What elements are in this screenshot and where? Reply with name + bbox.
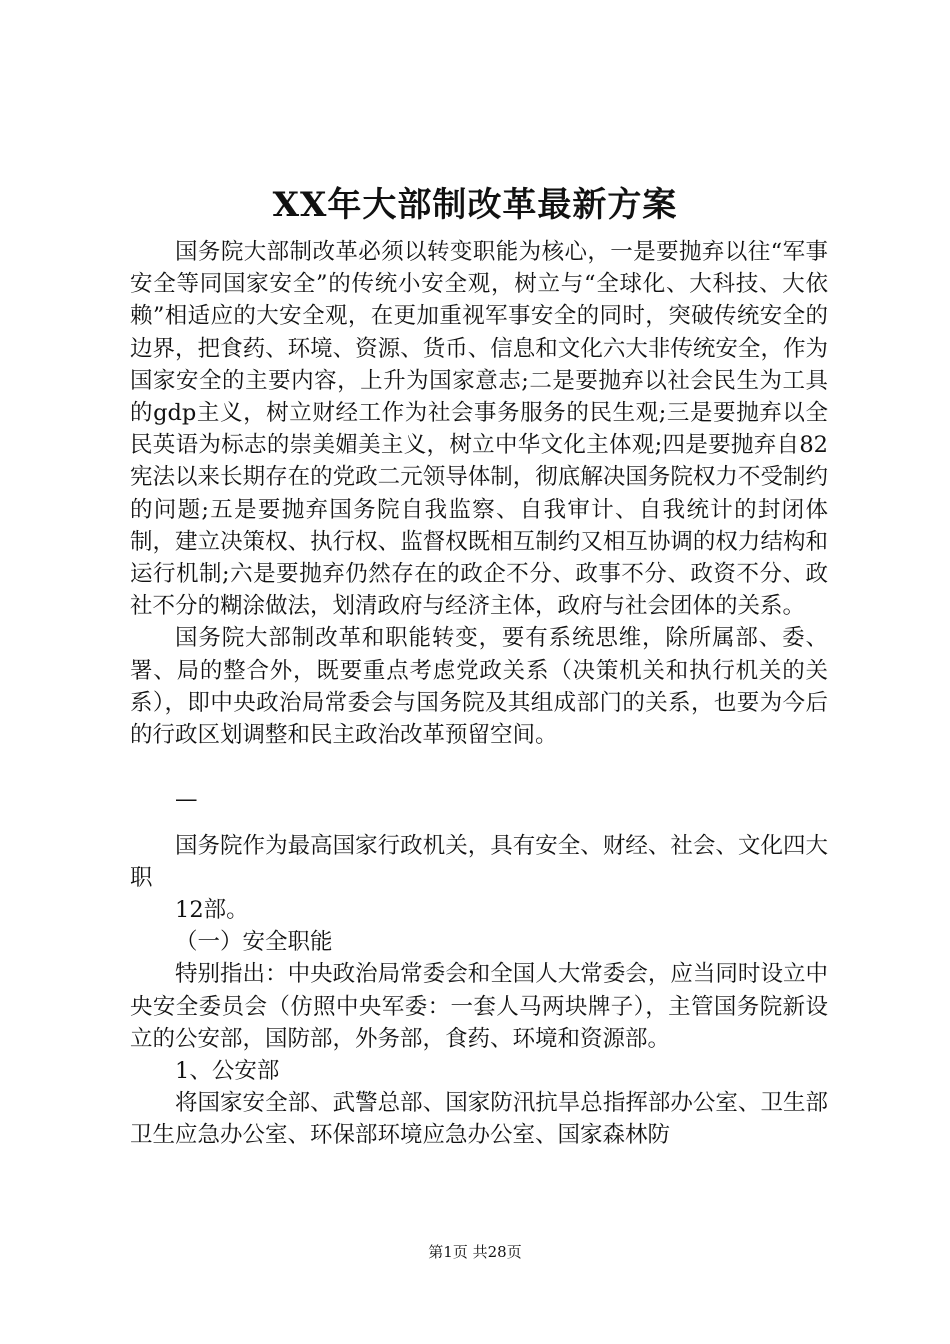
- heading-security-function: （一）安全职能: [175, 929, 333, 956]
- document-body: [130, 236, 828, 1152]
- paragraph-public-security-merge: 将国家安全部、武警总部、国家防汛抗旱总指挥部办公室、卫生部卫生应急办公室、环保部环境应急办公室、国家森林防: [130, 1090, 828, 1149]
- paragraph-four-functions: 国务院作为最高国家行政机关，具有安全、财经、社会、文化四大职: [130, 832, 828, 891]
- paragraph-reform-core: 国务院大部制改革必须以转变职能为核心，一是要抛弃以往“军事安全等同国家安全”的传统小安全观，树立与“全球化、大科技、大依赖”相适应的大安全观，在更加重视军事安全的同时，突破传统安全的边界，把食药、环境、资源、货币、信息和文化六大非传统安全，作为国家安全的主要内容，上升为国家意志;二是要抛弃以社会民生为工具的gdp主义，树立财经工作为社会事务服务的民生观;三是要抛弃以全民英语为标志的崇美媚美主义，树立中华文化主体观;四是要抛弃自82宪法以来长期存在的党政二元领导体制，彻底解决国务院权力不受制约的问题;五是要抛弃国务院自我监察、自我审计、自我统计的封闭体制，建立决策权、执行权、监督权既相互制约又相互协调的权力结构和运行机制;六是要抛弃仍然存在的政企不分、政事不分、政资不分、政社不分的糊涂做法，划清政府与经济主体，政府与社会团体的关系。: [130, 239, 828, 620]
- blank-line: [130, 751, 828, 783]
- paragraph-security-committee: 特别指出：中央政治局常委会和全国人大常委会，应当同时设立中央安全委员会（仿照中央军委：一套人马两块牌子），主管国务院新设立的公安部，国防部，外务部，食药、环境和资源部。: [130, 961, 828, 1052]
- spacer: [130, 816, 828, 830]
- document-title: XX年大部制改革最新方案: [272, 185, 678, 225]
- paragraph-system-thinking: 国务院大部制改革和职能转变，要有系统思维，除所属部、委、署、局的整合外，既要重点考虑党政关系（决策机关和执行机关的关系），即中央政治局常委会与国务院及其组成部门的关系，也要为今后的行政区划调整和民主政治改革预留空间。: [130, 625, 828, 749]
- section-dash: —: [175, 786, 198, 813]
- paragraph-twelve-ministries: 12部。: [175, 897, 249, 924]
- page-number: 第1页 共28页: [428, 1243, 522, 1261]
- heading-public-security: 1、公安部: [175, 1058, 280, 1085]
